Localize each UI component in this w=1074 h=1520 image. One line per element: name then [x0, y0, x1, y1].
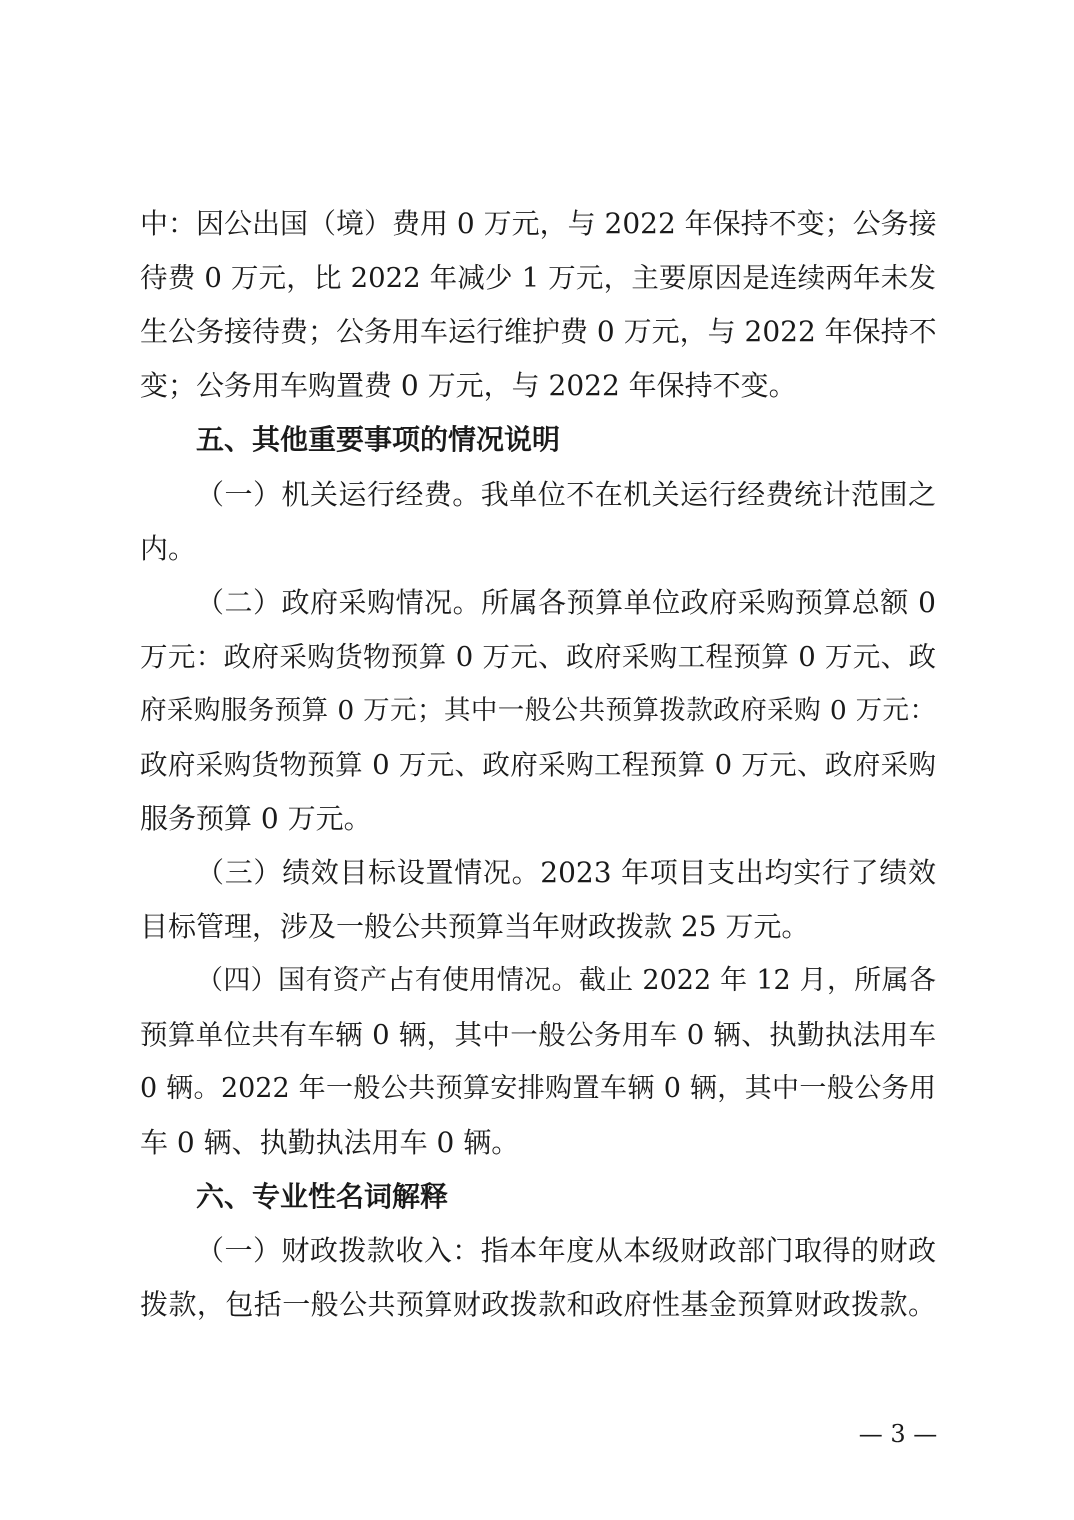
item-label: （一）财政拨款收入：: [196, 1234, 481, 1267]
page-number: — 3 —: [858, 1420, 938, 1448]
item-label: （一）机关运行经费。: [196, 478, 481, 511]
paragraph-line: 政府采购货物预算 0 万元、政府采购工程预算 0 万元、政府采购: [140, 749, 936, 781]
item-6-1-first-line: [196, 1231, 936, 1271]
item-5-4-first-line: [196, 961, 936, 1001]
paragraph-line: 0 辆。2022 年一般公共预算安排购置车辆 0 辆，其中一般公务用: [140, 1073, 936, 1104]
section-heading-6: 六、专业性名词解释: [196, 1180, 449, 1213]
paragraph-line: 服务预算 0 万元。: [140, 802, 372, 835]
item-text: 指本年度从本级财政部门取得的财政: [480, 1234, 936, 1267]
item-label: （二）政府采购情况。: [196, 586, 482, 619]
paragraph-line: 待费 0 万元，比 2022 年减少 1 万元，主要原因是连续两年未发: [140, 262, 936, 294]
paragraph-line: 内。: [140, 532, 197, 565]
item-5-1-first-line: [196, 475, 936, 515]
paragraph-line: 府采购服务预算 0 万元；其中一般公共预算拨款政府采购 0 万元：: [140, 695, 936, 726]
item-label: （四）国有资产占有使用情况。: [196, 965, 579, 996]
paragraph-line: 变；公务用车购置费 0 万元，与 2022 年保持不变。: [140, 369, 797, 402]
paragraph-line: 中：因公出国（境）费用 0 万元，与 2022 年保持不变；公务接: [140, 207, 937, 240]
paragraph-line: 预算单位共有车辆 0 辆，其中一般公务用车 0 辆、执勤执法用车: [140, 1019, 936, 1051]
paragraph-line: 拨款，包括一般公共预算财政拨款和政府性基金预算财政拨款。: [140, 1288, 936, 1321]
item-text: 我单位不在机关运行经费统计范围之: [480, 478, 936, 511]
section-heading-5: 五、其他重要事项的情况说明: [196, 423, 561, 456]
item-5-2-first-line: [196, 583, 936, 623]
item-text: 2023 年项目支出均实行了绩效: [540, 856, 936, 889]
item-text: 所属各预算单位政府采购预算总额 0: [481, 586, 936, 619]
item-label: （三）绩效目标设置情况。: [196, 856, 541, 889]
paragraph-line: 生公务接待费；公务用车运行维护费 0 万元，与 2022 年保持不: [140, 315, 937, 348]
paragraph-line: 万元：政府采购货物预算 0 万元、政府采购工程预算 0 万元、政: [140, 641, 936, 673]
item-text: 截止 2022 年 12 月，所属各: [578, 965, 936, 996]
paragraph-line: 目标管理，涉及一般公共预算当年财政拨款 25 万元。: [140, 910, 810, 943]
paragraph-line: 车 0 辆、执勤执法用车 0 辆。: [140, 1126, 520, 1159]
item-5-3-first-line: [196, 853, 936, 893]
